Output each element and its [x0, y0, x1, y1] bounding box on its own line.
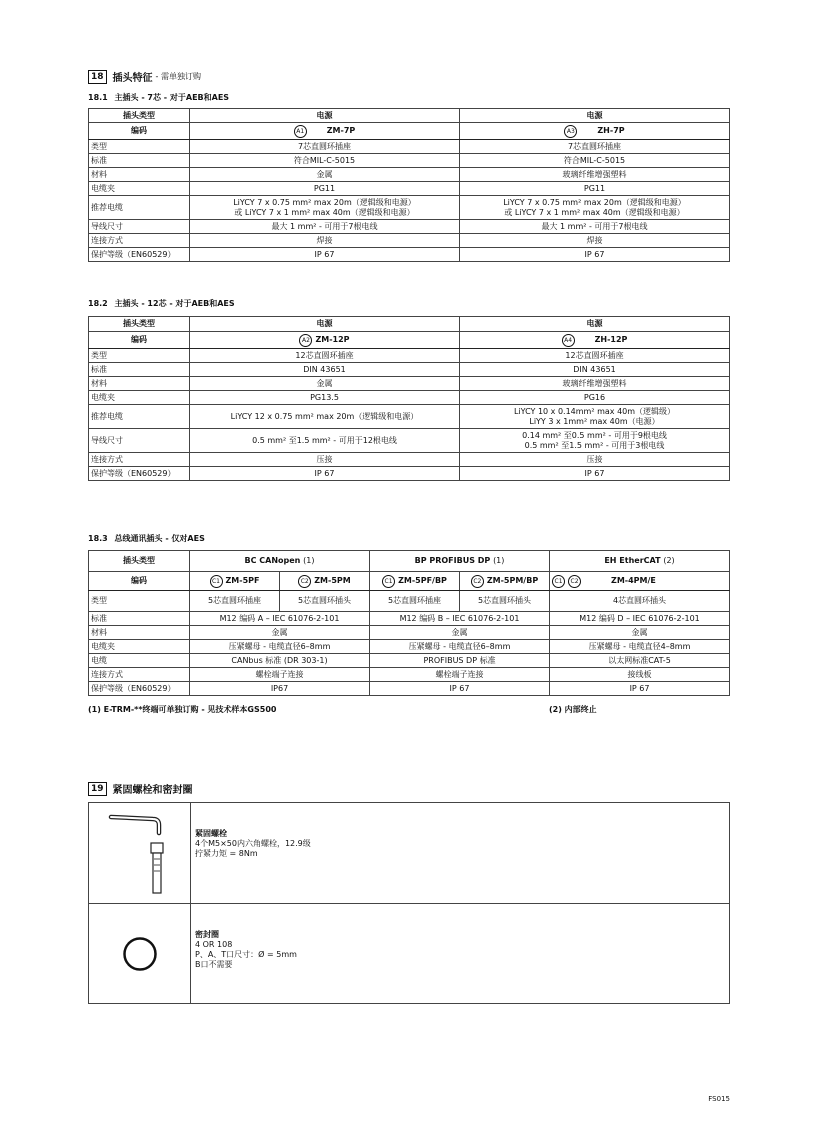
cell — [460, 196, 730, 220]
o-ring-icon — [122, 936, 158, 972]
code-text: ZH-7P — [597, 126, 625, 135]
cell: 12芯直圆环插座 — [190, 349, 460, 363]
table-row — [89, 612, 730, 626]
subsection-title: 主插头 - 12芯 - 对于AEB和AES — [114, 299, 235, 308]
section-18-header — [88, 69, 201, 84]
table-row — [89, 429, 730, 453]
row-label: 推荐电缆 — [89, 405, 190, 429]
circle-badge: A4 — [562, 334, 575, 347]
cell: 符合MIL-C-5015 — [190, 154, 460, 168]
subsection-title: 总线通讯插头 - 仅对AES — [114, 534, 205, 543]
table-row — [89, 109, 730, 123]
code-label — [564, 125, 624, 138]
cell: 4芯直圆环插头 — [550, 591, 730, 612]
code-text: ZM-5PM — [314, 576, 351, 585]
cell — [280, 572, 370, 591]
code-text: ZM-5PF — [225, 576, 260, 585]
cell: 接线板 — [550, 668, 730, 682]
cell: IP 67 — [190, 467, 460, 481]
code-label — [552, 575, 656, 588]
code-text: ZM-7P — [326, 126, 356, 135]
table-row — [89, 551, 730, 572]
cell: 电源 — [190, 109, 460, 123]
code-label — [210, 575, 260, 588]
footnote-2: (2) 内部终止 — [549, 705, 597, 714]
table-row — [89, 349, 730, 363]
code-label — [562, 334, 628, 347]
cell — [460, 123, 730, 140]
code-label — [294, 125, 356, 138]
table-18-3 — [88, 550, 730, 696]
cell: 电源 — [460, 317, 730, 332]
cell: 金属 — [550, 626, 730, 640]
row-label: 电缆 — [89, 654, 190, 668]
cell: 5芯直圆环插座 — [370, 591, 460, 612]
cell: 压接 — [190, 453, 460, 467]
row-label: 插头类型 — [89, 317, 190, 332]
seal-note: B口不需要 — [195, 960, 233, 969]
table-row — [89, 234, 730, 248]
circle-badge: C1 — [552, 575, 565, 588]
circle-badge: A2 — [299, 334, 312, 347]
cell: IP67 — [190, 682, 370, 696]
table-row — [89, 332, 730, 349]
row-label: 保护等级（EN60529） — [89, 682, 190, 696]
footnote-ref: (1) — [303, 556, 315, 565]
cell: 5芯直圆环插头 — [460, 591, 550, 612]
cell: 金属 — [190, 626, 370, 640]
cell: M12 编码 D – IEC 61076-2-101 — [550, 612, 730, 626]
row-label: 编码 — [89, 123, 190, 140]
row-label: 保护等级（EN60529） — [89, 467, 190, 481]
circle-badge: C1 — [210, 575, 223, 588]
subsection-18-2-heading — [88, 298, 235, 309]
table-row — [89, 196, 730, 220]
cell — [460, 572, 550, 591]
section-number: 19 — [88, 782, 107, 796]
cell-line: LiYCY 7 x 0.75 mm² max 20m（逻辑级和电源） — [503, 197, 686, 207]
cell: 5芯直圆环插座 — [190, 591, 280, 612]
bolt-title: 紧固螺栓 — [195, 829, 227, 838]
cell — [370, 551, 550, 572]
cell: PROFIBUS DP 标准 — [370, 654, 550, 668]
cell-line: 或 LiYCY 7 x 1 mm² max 40m（逻辑级和电源） — [504, 207, 685, 217]
cell: DIN 43651 — [190, 363, 460, 377]
subsection-18-1-heading — [88, 92, 229, 103]
seal-title: 密封圈 — [195, 930, 219, 939]
cell — [370, 572, 460, 591]
row-label: 编码 — [89, 332, 190, 349]
table-row — [89, 453, 730, 467]
row-label: 标准 — [89, 363, 190, 377]
cell: 0.5 mm² 至1.5 mm² - 可用于12根电线 — [190, 429, 460, 453]
cell: 压紧螺母 - 电缆直径6–8mm — [190, 640, 370, 654]
cell: IP 67 — [460, 467, 730, 481]
subsection-number: 18.1 — [88, 93, 108, 102]
code-label — [382, 575, 447, 588]
cell — [460, 429, 730, 453]
cell-text: EH EtherCAT — [604, 556, 661, 565]
cell: 焊接 — [190, 234, 460, 248]
cell: CANbus 标准 (DR 303-1) — [190, 654, 370, 668]
cell: PG11 — [460, 182, 730, 196]
section-title: 紧固螺栓和密封圈 — [112, 785, 193, 796]
table-row — [89, 220, 730, 234]
row-label: 电缆夹 — [89, 182, 190, 196]
cell-line: LiYCY 7 x 0.75 mm² max 20m（逻辑级和电源） — [233, 197, 416, 207]
section-number: 18 — [88, 70, 107, 84]
cell — [550, 572, 730, 591]
row-label: 保护等级（EN60529） — [89, 248, 190, 262]
cell: 焊接 — [460, 234, 730, 248]
cell: PG16 — [460, 391, 730, 405]
footnote-1: (1) E-TRM-**终端可单独订购 - 见技术样本GS500 — [88, 705, 277, 714]
page-number: FS015 — [708, 1095, 730, 1103]
table-row — [89, 591, 730, 612]
row-label: 插头类型 — [89, 551, 190, 572]
section-19-header — [88, 781, 193, 796]
cell — [190, 123, 460, 140]
subsection-18-3-heading — [88, 533, 205, 544]
cell: IP 67 — [550, 682, 730, 696]
table-row — [89, 140, 730, 154]
code-text: ZH-12P — [594, 335, 628, 344]
cell: LiYCY 12 x 0.75 mm² max 20m（逻辑级和电源） — [190, 405, 460, 429]
circle-badge: C1 — [382, 575, 395, 588]
table-row — [89, 391, 730, 405]
cell: 12芯直圆环插座 — [460, 349, 730, 363]
cell: 压接 — [460, 453, 730, 467]
cell — [190, 551, 370, 572]
cell: IP 67 — [370, 682, 550, 696]
cell — [460, 332, 730, 349]
cell — [550, 551, 730, 572]
cell: 螺栓端子连接 — [190, 668, 370, 682]
row-label: 材料 — [89, 168, 190, 182]
table-row — [89, 682, 730, 696]
row-label: 插头类型 — [89, 109, 190, 123]
row-label: 连接方式 — [89, 234, 190, 248]
cell: 螺栓端子连接 — [370, 668, 550, 682]
table-row — [89, 154, 730, 168]
cell: 符合MIL-C-5015 — [460, 154, 730, 168]
table-18-1 — [88, 108, 730, 262]
code-label — [299, 334, 349, 347]
footnote-ref: (1) — [493, 556, 505, 565]
table-row — [89, 467, 730, 481]
cell: PG11 — [190, 182, 460, 196]
cell-line: 0.14 mm² 至0.5 mm² - 可用于9根电线 — [522, 430, 667, 440]
cell: M12 编码 A – IEC 61076-2-101 — [190, 612, 370, 626]
cell — [190, 332, 460, 349]
table-row — [89, 626, 730, 640]
seal-spec: 4 OR 108 — [195, 940, 233, 949]
circle-badge: C2 — [471, 575, 484, 588]
table-row — [89, 654, 730, 668]
row-label: 连接方式 — [89, 453, 190, 467]
table-row — [89, 572, 730, 591]
circle-badge: C2 — [298, 575, 311, 588]
cell: 7芯直圆环插座 — [190, 140, 460, 154]
table-row — [89, 377, 730, 391]
cell: M12 编码 B – IEC 61076-2-101 — [370, 612, 550, 626]
table-row — [89, 363, 730, 377]
code-label — [471, 575, 538, 588]
cell: 7芯直圆环插座 — [460, 140, 730, 154]
bolt-torque: 拧紧力矩 = 8Nm — [195, 849, 258, 858]
table-row — [89, 640, 730, 654]
bolts-seals-box — [88, 802, 730, 1004]
table-row — [89, 168, 730, 182]
row-label: 标准 — [89, 612, 190, 626]
table-row — [89, 123, 730, 140]
circle-badge: C2 — [568, 575, 581, 588]
section-note: - 需单独订购 — [155, 72, 201, 81]
cell: 电源 — [190, 317, 460, 332]
code-text: ZM-4PM/E — [611, 576, 656, 585]
cell: 金属 — [190, 377, 460, 391]
cell-text: BC CANopen — [244, 556, 301, 565]
cell — [460, 405, 730, 429]
cell: 以太网标准CAT-5 — [550, 654, 730, 668]
row-label: 编码 — [89, 572, 190, 591]
table-row — [89, 405, 730, 429]
cell — [190, 196, 460, 220]
table-row — [89, 317, 730, 332]
table-18-2 — [88, 316, 730, 481]
cell: 5芯直圆环插头 — [280, 591, 370, 612]
table-row — [89, 668, 730, 682]
bolt-description — [195, 829, 311, 859]
subsection-title: 主插头 - 7芯 - 对于AEB和AES — [114, 93, 230, 102]
cell: 最大 1 mm² - 可用于7根电线 — [190, 220, 460, 234]
cell — [190, 572, 280, 591]
code-text: ZM-12P — [315, 335, 350, 344]
code-text: ZM-5PF/BP — [398, 576, 447, 585]
row-label: 材料 — [89, 626, 190, 640]
cell: 玻璃纤维增强塑料 — [460, 377, 730, 391]
code-label — [298, 575, 350, 588]
cell-line: 或 LiYCY 7 x 1 mm² max 40m（逻辑级和电源） — [234, 207, 415, 217]
bolt-spec: 4个M5×50内六角螺栓，12.9级 — [195, 839, 311, 848]
row-label: 电缆夹 — [89, 640, 190, 654]
row-label: 电缆夹 — [89, 391, 190, 405]
cell-line: LiYCY 10 x 0.14mm² max 40m（逻辑级） — [513, 406, 676, 416]
circle-badge: A3 — [564, 125, 577, 138]
table-row — [89, 182, 730, 196]
section-title: 插头特征 — [112, 73, 153, 84]
row-label: 类型 — [89, 349, 190, 363]
row-label: 导线尺寸 — [89, 429, 190, 453]
cell: 玻璃纤维增强塑料 — [460, 168, 730, 182]
cell-line: LiYY 3 x 1mm² max 40m（电源） — [529, 416, 660, 426]
row-label: 导线尺寸 — [89, 220, 190, 234]
row-label: 连接方式 — [89, 668, 190, 682]
row-label: 推荐电缆 — [89, 196, 190, 220]
cell: DIN 43651 — [460, 363, 730, 377]
cell-line: 0.5 mm² 至1.5 mm² - 可用于3根电线 — [524, 440, 665, 450]
cell: 电源 — [460, 109, 730, 123]
cell: PG13.5 — [190, 391, 460, 405]
cell: 压紧螺母 - 电缆直径6–8mm — [370, 640, 550, 654]
row-label: 材料 — [89, 377, 190, 391]
cell: 最大 1 mm² - 可用于7根电线 — [460, 220, 730, 234]
footnote-ref: (2) — [663, 556, 675, 565]
table-row — [89, 248, 730, 262]
row-label: 类型 — [89, 591, 190, 612]
code-text: ZM-5PM/BP — [486, 576, 539, 585]
cell: 压紧螺母 - 电缆直径4–8mm — [550, 640, 730, 654]
cell: IP 67 — [460, 248, 730, 262]
circle-badge: A1 — [294, 125, 307, 138]
row-label: 类型 — [89, 140, 190, 154]
seal-description — [195, 930, 297, 970]
cell: 金属 — [190, 168, 460, 182]
hex-key-bolt-icon — [107, 813, 167, 898]
cell-text: BP PROFIBUS DP — [414, 556, 491, 565]
cell: 金属 — [370, 626, 550, 640]
cell: IP 67 — [190, 248, 460, 262]
subsection-number: 18.3 — [88, 534, 108, 543]
row-label: 标准 — [89, 154, 190, 168]
subsection-number: 18.2 — [88, 299, 108, 308]
seal-size: P、A、T口尺寸：Ø = 5mm — [195, 950, 297, 959]
